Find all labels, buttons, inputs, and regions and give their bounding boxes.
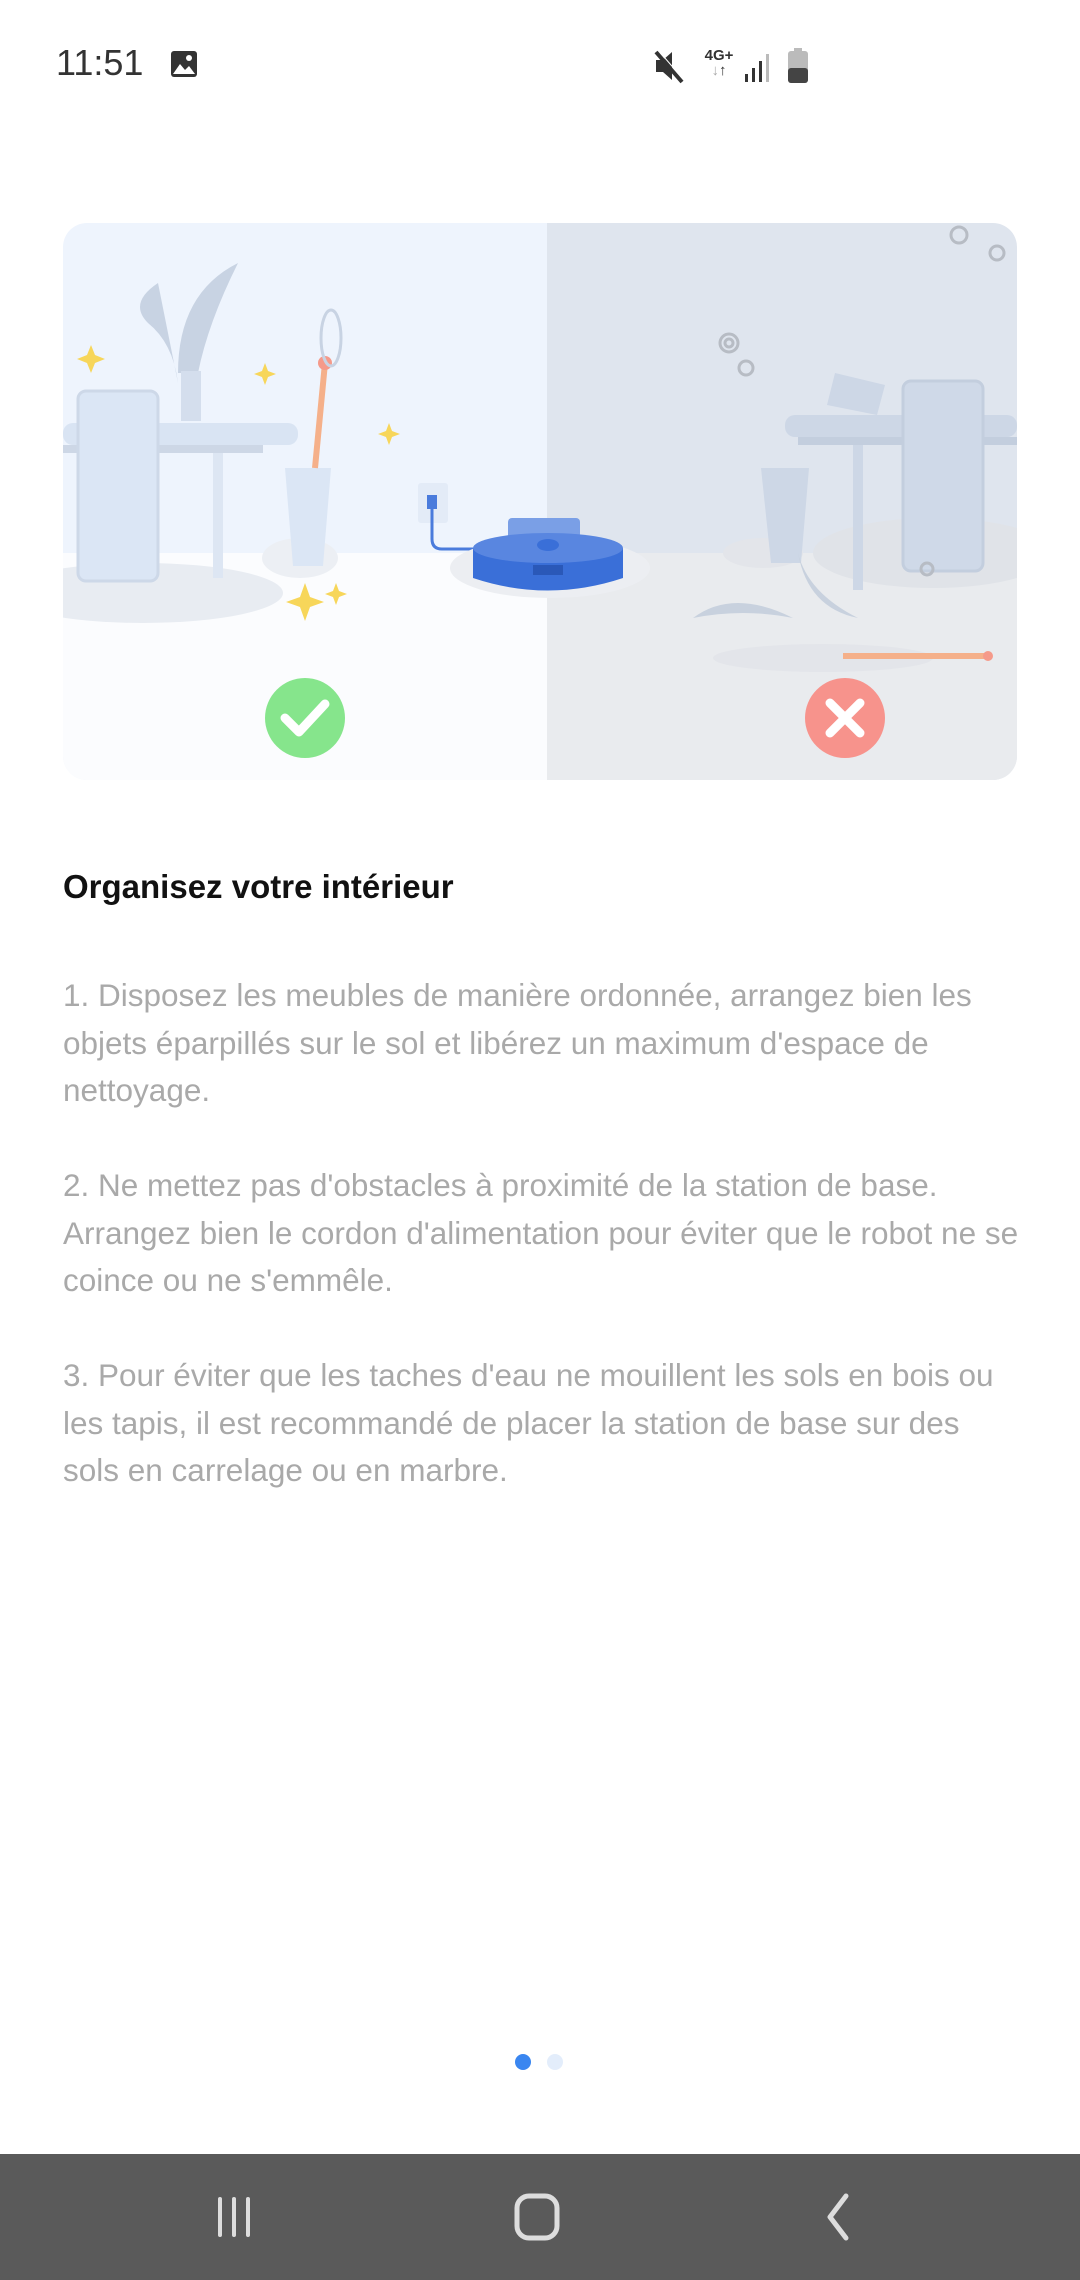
status-bar	[0, 0, 1080, 130]
mute-icon	[652, 48, 686, 86]
navigation-bar	[0, 2154, 1080, 2280]
back-button[interactable]	[768, 2154, 908, 2280]
recents-button[interactable]	[164, 2154, 304, 2280]
gallery-icon	[170, 50, 198, 78]
home-button[interactable]	[467, 2154, 607, 2280]
page-dot[interactable]	[547, 2054, 563, 2070]
instruction-3: 3. Pour éviter que les taches d'eau ne mouillent les sols en bois ou les tapis, il est recommandé de placer la station de base sur des sols en carrelage ou en marbre.	[63, 1357, 994, 1488]
network-4g-icon: 4G+ ↓↑	[704, 47, 734, 79]
signal-icon	[744, 50, 774, 84]
instruction-1: 1. Disposez les meubles de manière ordonnée, arrangez bien les objets éparpillés sur le sol et libérez un maximum d'espace de nettoyage.	[63, 977, 972, 1108]
back-icon	[818, 2192, 858, 2242]
battery-icon	[787, 48, 809, 84]
recents-icon	[212, 2195, 256, 2239]
page-title: Organisez votre intérieur	[63, 868, 454, 905]
instructions	[63, 972, 1023, 1542]
instruction-2: 2. Ne mettez pas d'obstacles à proximité de la station de base. Arrangez bien le cordon d'alimentation pour éviter que le robot ne se coince ou ne s'emmêle.	[63, 1167, 1019, 1298]
home-icon	[512, 2192, 562, 2242]
page-dot-active[interactable]	[515, 2054, 531, 2070]
clock: 11:51	[56, 42, 144, 83]
check-icon	[265, 678, 345, 758]
page-indicator	[515, 2054, 563, 2070]
network-label: 4G+	[704, 47, 734, 64]
cross-icon	[805, 678, 885, 758]
tips-illustration	[63, 223, 1017, 780]
